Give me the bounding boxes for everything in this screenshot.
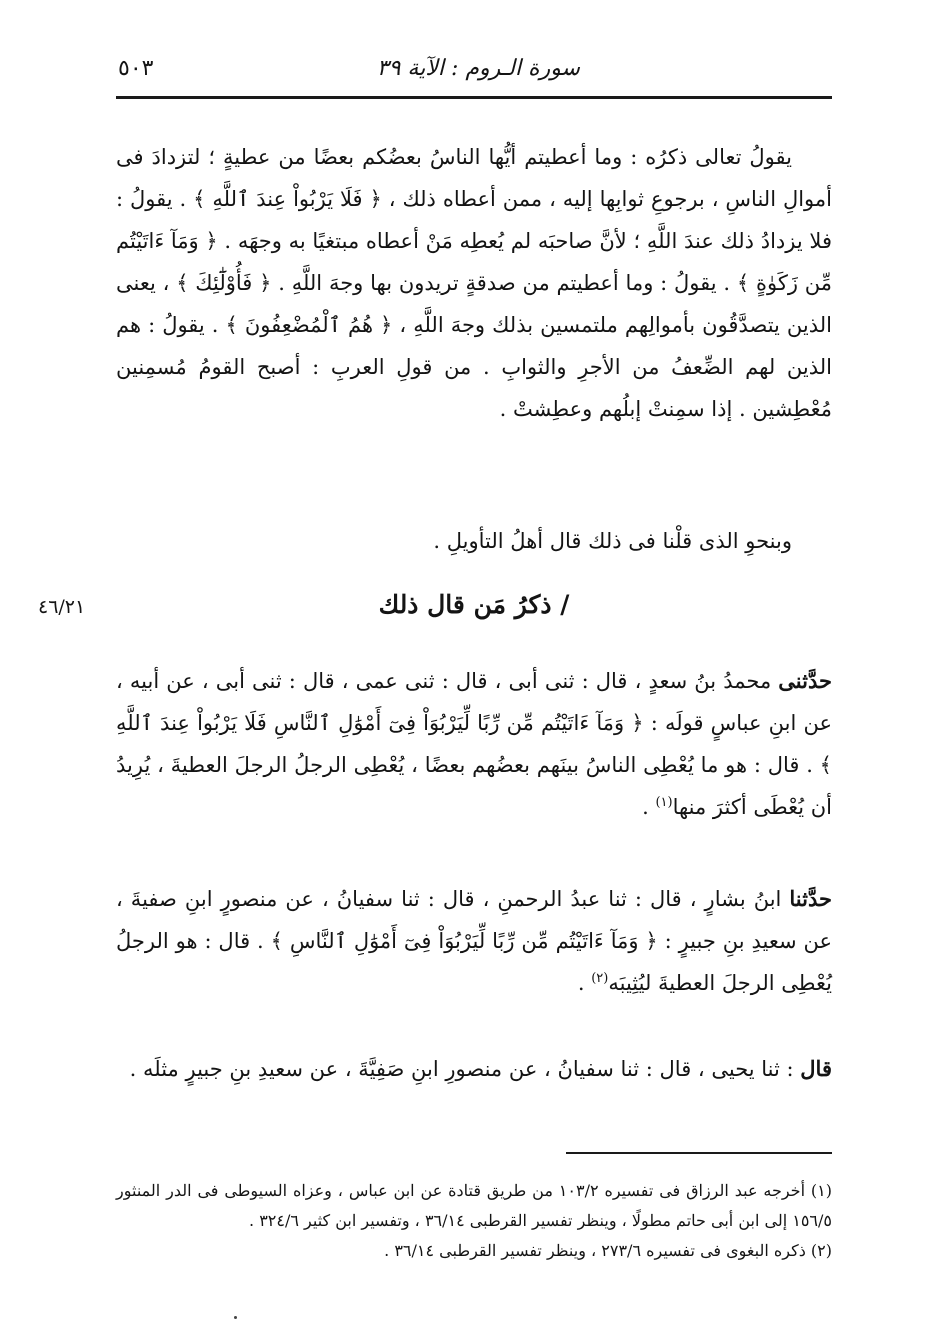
narration-text: : ثنا يحيى ، قال : ثنا سفيانُ ، عن منصورِ ابنِ صَفِيَّةَ ، عن سعيدِ بنِ جبيرٍ مثلَه . [129, 1057, 801, 1081]
narration-lead-word: قال [800, 1056, 832, 1081]
footnote-1: (١) أخرجه عبد الرزاق فى تفسيره ١٠٣/٢ من طريق قتادة عن ابن عباس ، وعزاه السيوطى فى الدر المنثور ١٥٦/٥ إلى ابن أبى حاتم مطولًا ، وينظر تفسير القرطبى ٣٦/١٤ ، وتفسير ابن كثير ٣٢٤/٦ . [116, 1181, 832, 1230]
narration-text: محمدُ بنُ سعدٍ ، قال : ثنى أبى ، قال : ثنى عمى ، قال : ثنى أبى ، عن أبيه ، عن ابنِ عباسٍ قولَه : ﴿ وَمَآ ءَاتَيْتُم مِّن رِّبًا لِّيَرْبُوَاْ فِىٓ أَمْوَٰلِ ٱلنَّاسِ فَلَا يَرْبُواْ عِندَ ٱللَّهِ ﴾ . قال : هو ما يُعْطِى الناسُ بينَهم بعضُهم بعضًا ، يُعْطِى الرجلُ الرجلَ العطيةَ ، يُرِيدُ أن يُعْطَى أكثرَ منها [116, 669, 832, 819]
commentary-paragraph [116, 136, 832, 496]
commentary-text: يقولُ تعالى ذكرُه : وما أعطيتم أيُّها الناسُ بعضُكم بعضًا من عطيةٍ ؛ لتزدادَ فى أموالِ الناسِ ، برجوعِ ثوابِها إليه ، ممن أعطاه ذلك ، ﴿ فَلَا يَرْبُواْ عِندَ ٱللَّهِ ﴾ . يقولُ : فلا يزدادُ ذلك عندَ اللَّهِ ؛ لأنَّ صاحبَه لم يُعطِه مَنْ أعطاه مبتغيًا به وجهَه . ﴿ وَمَآ ءَاتَيْتُم مِّن زَكَوٰةٍ ﴾ . يقولُ : وما أعطيتم من صدقةٍ تريدون بها وجهَ اللَّهِ . ﴿ فَأُوْلَٰٓئِكَ ﴾ ، يعنى الذين يتصدَّقُون بأموالِهم ملتمسين بذلك وجهَ اللَّهِ ، ﴿ هُمُ ٱلْمُضْعِفُونَ ﴾ . يقولُ : هم الذين لهم الضِّعفُ من الأجرِ والثوابِ . من قولِ العربِ : أصبح القومُ مُسمِنين مُعْطِشين . إذا سمِنتْ إبلُهم وعطِشتْ . [116, 145, 832, 421]
interpretation-note [116, 520, 832, 562]
footnote-rule [566, 1152, 832, 1154]
section-heading: / ذكرُ مَن قال ذلك [378, 590, 570, 619]
interpretation-text: وبنحوِ الذى قلْنا فى ذلك قال أهلُ التأويلِ . [433, 529, 792, 553]
page-number: ٥٠٣ [118, 56, 154, 81]
footnote-marker: (٢) [591, 971, 609, 986]
footnotes [116, 1176, 832, 1266]
running-header [118, 52, 830, 92]
narration-paragraph [116, 660, 832, 828]
narration-paragraph [116, 1048, 832, 1090]
surah-title: سورة الـروم : الآية ٣٩ [376, 56, 580, 81]
scan-speck [234, 1316, 237, 1319]
narration-text: ابنُ بشارٍ ، قال : ثنا عبدُ الرحمنِ ، قال : ثنا سفيانُ ، عن منصورٍ ابنِ صفيةَ ، عن سعيدِ بنِ جبيرٍ : ﴿ وَمَآ ءَاتَيْتُم مِّن رِّبًا لِّيَرْبُوَاْ فِىٓ أَمْوَٰلِ ٱلنَّاسِ ﴾ . قال : هو الرجلُ يُعْطِى الرجلَ العطيةَ ليُثِيبَه [116, 887, 832, 995]
narration-lead-word: حدَّثنى [778, 668, 832, 693]
header-rule [116, 96, 832, 99]
narration-lead-word: حدَّثنا [789, 886, 832, 911]
narration-paragraph [116, 878, 832, 1004]
margin-reference: ٤٦/٢١ [38, 596, 86, 618]
footnote-2: (٢) ذكره البغوى فى تفسيره ٢٧٣/٦ ، وينظر تفسير القرطبى ٣٦/١٤ . [384, 1241, 832, 1260]
narration-end: . [642, 795, 656, 819]
narration-end: . [577, 971, 592, 995]
footnote-marker: (١) [655, 795, 673, 810]
